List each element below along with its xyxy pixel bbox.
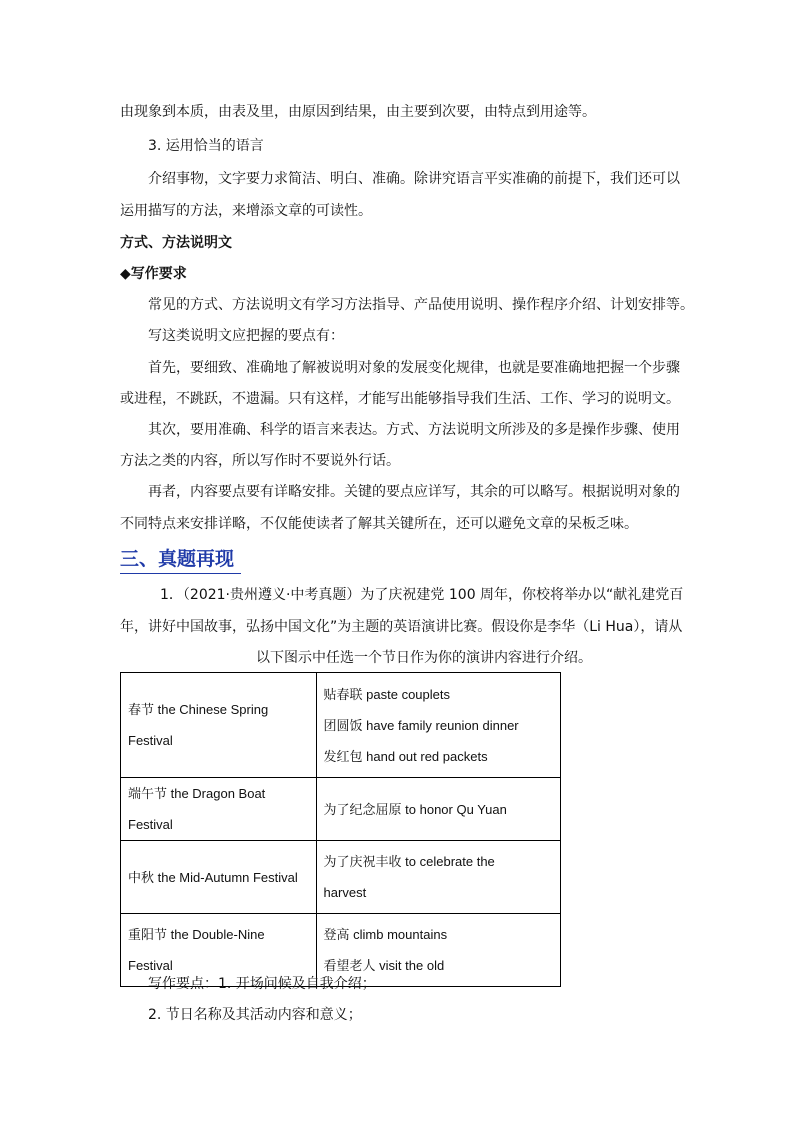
paragraph-line: 或进程，不跳跃，不遗漏。只有这样，才能写出能够指导我们生活、工作、学习的说明文。 (120, 391, 680, 407)
table-row (121, 841, 561, 914)
question-line: 1．（2021·贵州遵义·中考真题）为了庆祝建党 100 周年，你校将举办以“献礼建党百 (160, 587, 684, 603)
writing-point-line: 2. 节日名称及其活动内容和意义； (148, 1007, 362, 1023)
question-line: 年，讲好中国故事，弘扬中国文化”为主题的英语演讲比赛。假设你是李华（Li Hua），请从 (120, 619, 683, 635)
detail-line: 为了庆祝丰收 to celebrate the (323, 854, 495, 869)
detail-line: 登高 climb mountains (323, 927, 448, 942)
detail-line: 发红包 hand out red packets (323, 748, 488, 764)
festival-line: Festival (128, 958, 173, 973)
detail-line: 为了纪念屈原 to honor Qu Yuan (323, 801, 507, 817)
details-cell (316, 778, 560, 841)
details-cell (316, 841, 560, 914)
section-title-underline (120, 573, 241, 574)
details-cell (316, 673, 560, 778)
paragraph-line: 运用描写的方法，来增添文章的可读性。 (120, 203, 372, 219)
paragraph-line: 不同特点来安排详略，不仅能使读者了解其关键所在，还可以避免文章的呆板乏味。 (120, 516, 638, 532)
paragraph-line: 首先，要细致、准确地了解被说明对象的发展变化规律，也就是要准确地把握一个步骤 (148, 360, 680, 376)
paragraph-line: 方法之类的内容，所以写作时不要说外行话。 (120, 453, 400, 469)
table-row (121, 673, 561, 778)
heading-writing-requirements: ◆写作要求 (120, 266, 187, 282)
paragraph-line: 常见的方式、方法说明文有学习方法指导、产品使用说明、操作程序介绍、计划安排等。 (148, 297, 694, 313)
festival-cell: 春节 the Chinese Spring Festival (121, 673, 317, 778)
paragraph-line: 由现象到本质，由表及里，由原因到结果，由主要到次要，由特点到用途等。 (120, 104, 596, 120)
detail-line: 贴春联 paste couplets (323, 686, 450, 702)
detail-line: 团圆饭 have family reunion dinner (323, 717, 519, 733)
writing-point-line: 写作要点：1. 开场问候及自我介绍； (148, 976, 376, 992)
subheading-use-language: 3. 运用恰当的语言 (148, 138, 264, 154)
table-row (121, 778, 561, 841)
paragraph-line: 其次，要用准确、科学的语言来表达。方式、方法说明文所涉及的多是操作步骤、使用 (148, 422, 680, 438)
question-line: 以下图示中任选一个节日作为你的演讲内容进行介绍。 (256, 650, 592, 666)
heading-method-explanatory: 方式、方法说明文 (120, 235, 232, 251)
detail-line: 看望老人 visit the old (323, 958, 445, 973)
paragraph-line: 写这类说明文应把握的要点有： (148, 328, 344, 344)
paragraph-line: 介绍事物，文字要力求简洁、明白、准确。除讲究语言平实准确的前提下，我们还可以 (148, 171, 680, 187)
festival-cell: 中秋 the Mid-Autumn Festival (121, 841, 317, 914)
festival-cell: 端午节 the Dragon Boat Festival (121, 778, 317, 841)
section-title: 三、真题再现 (120, 548, 235, 570)
festival-table (120, 672, 561, 987)
paragraph-line: 再者，内容要点要有详略安排。关键的要点应详写，其余的可以略写。根据说明对象的 (148, 484, 680, 500)
detail-line: harvest (323, 885, 367, 900)
festival-line: 重阳节 the Double-Nine (128, 927, 265, 942)
